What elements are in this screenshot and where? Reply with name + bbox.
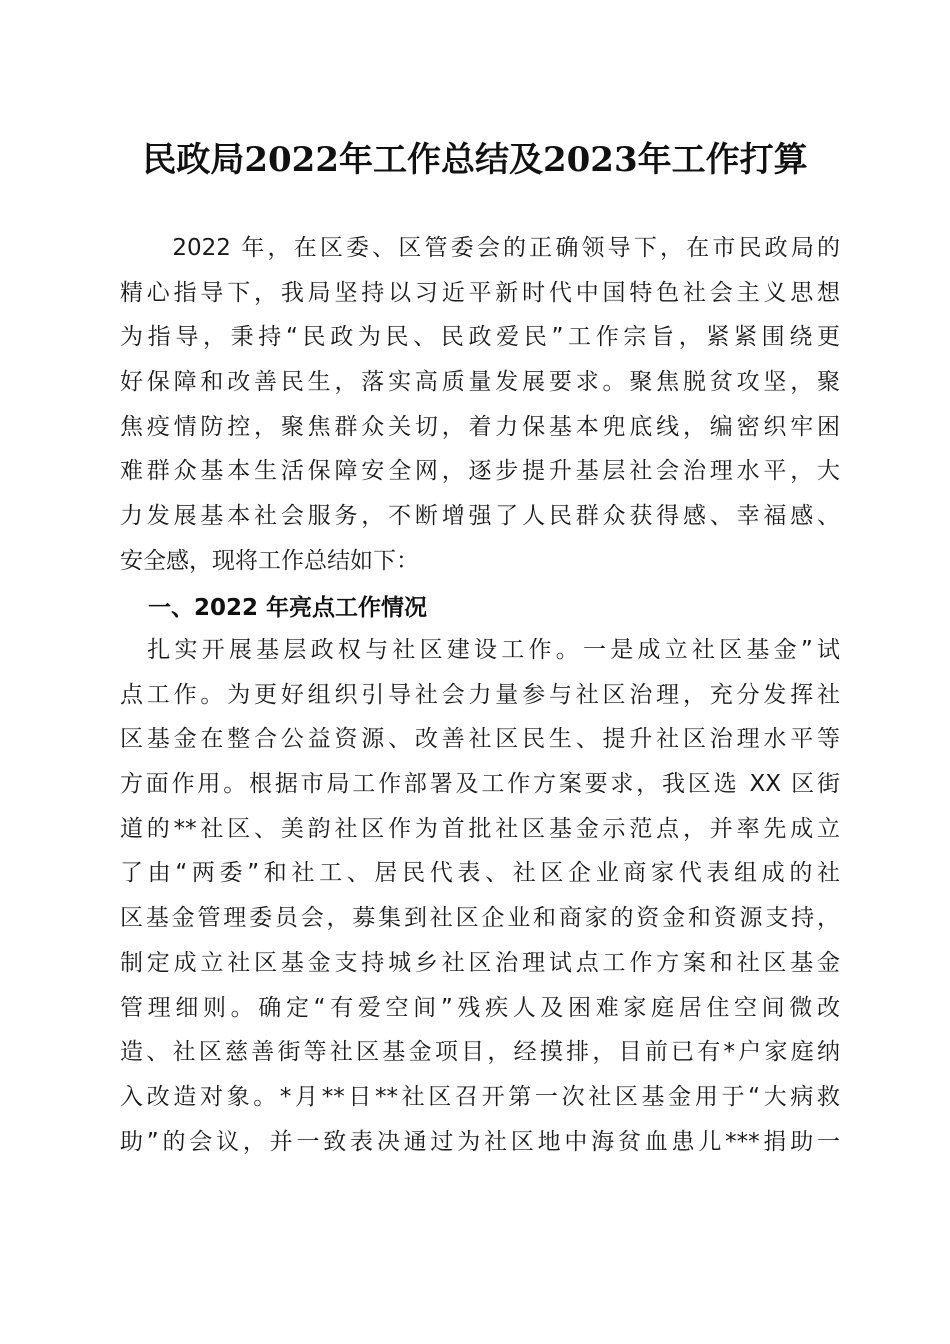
intro-paragraph	[120, 226, 840, 584]
paragraph-line: 入改造对象。*月**日**社区召开第一次社区基金用于“大病救	[120, 1083, 840, 1110]
paragraph-line: 精心指导下，我局坚持以习近平新时代中国特色社会主义思想	[120, 279, 840, 306]
document-title: 民政局2022年工作总结及2023年工作打算	[142, 140, 808, 180]
paragraph-line: 好保障和改善民生，落实高质量发展要求。聚焦脱贫攻坚，聚	[120, 369, 840, 396]
paragraph-line: 管理细则。确定“有爱空间”残疾人及困难家庭居住空间微改	[120, 994, 840, 1021]
paragraph-line: 为指导，秉持“民政为民、民政爱民”工作宗旨，紧紧围绕更	[120, 324, 840, 351]
paragraph-line: 制定成立社区基金支持城乡社区治理试点工作方案和社区基金	[120, 949, 840, 976]
paragraph-line: 2022 年，在区委、区管委会的正确领导下，在市民政局的	[120, 235, 840, 261]
paragraph-line: 道的**社区、美韵社区作为首批社区基金示范点，并率先成立	[120, 815, 840, 842]
paragraph-line: 助”的会议，并一致表决通过为社区地中海贫血患儿***捐助一	[120, 1128, 840, 1155]
paragraph-line: 点工作。为更好组织引导社会力量参与社区治理，充分发挥社	[120, 681, 840, 708]
section-heading: 一、2022 年亮点工作情况	[148, 595, 428, 621]
paragraph-line: 了由“两委”和社工、居民代表、社区企业商家代表组成的社	[120, 860, 840, 887]
paragraph-line: 力发展基本社会服务，不断增强了人民群众获得感、幸福感、	[120, 503, 840, 530]
paragraph-line: 造、社区慈善街等社区基金项目，经摸排，目前已有*户家庭纳	[120, 1039, 840, 1066]
paragraph-line: 方面作用。根据市局工作部署及工作方案要求，我区选 XX 区街	[120, 771, 840, 798]
paragraph-line: 安全感，现将工作总结如下：	[120, 547, 419, 574]
paragraph-line: 区基金在整合公益资源、改善社区民生、提升社区治理水平等	[120, 726, 840, 753]
paragraph-line: 难群众基本生活保障安全网，逐步提升基层社会治理水平，大	[120, 458, 840, 485]
paragraph-line: 扎实开展基层政权与社区建设工作。一是成立社区基金”试	[120, 637, 840, 663]
paragraph-line: 区基金管理委员会，募集到社区企业和商家的资金和资源支持，	[120, 905, 840, 932]
paragraph-line: 焦疫情防控，聚焦群众关切，着力保基本兜底线，编密织牢困	[120, 413, 840, 440]
section1-paragraph	[120, 628, 840, 1164]
